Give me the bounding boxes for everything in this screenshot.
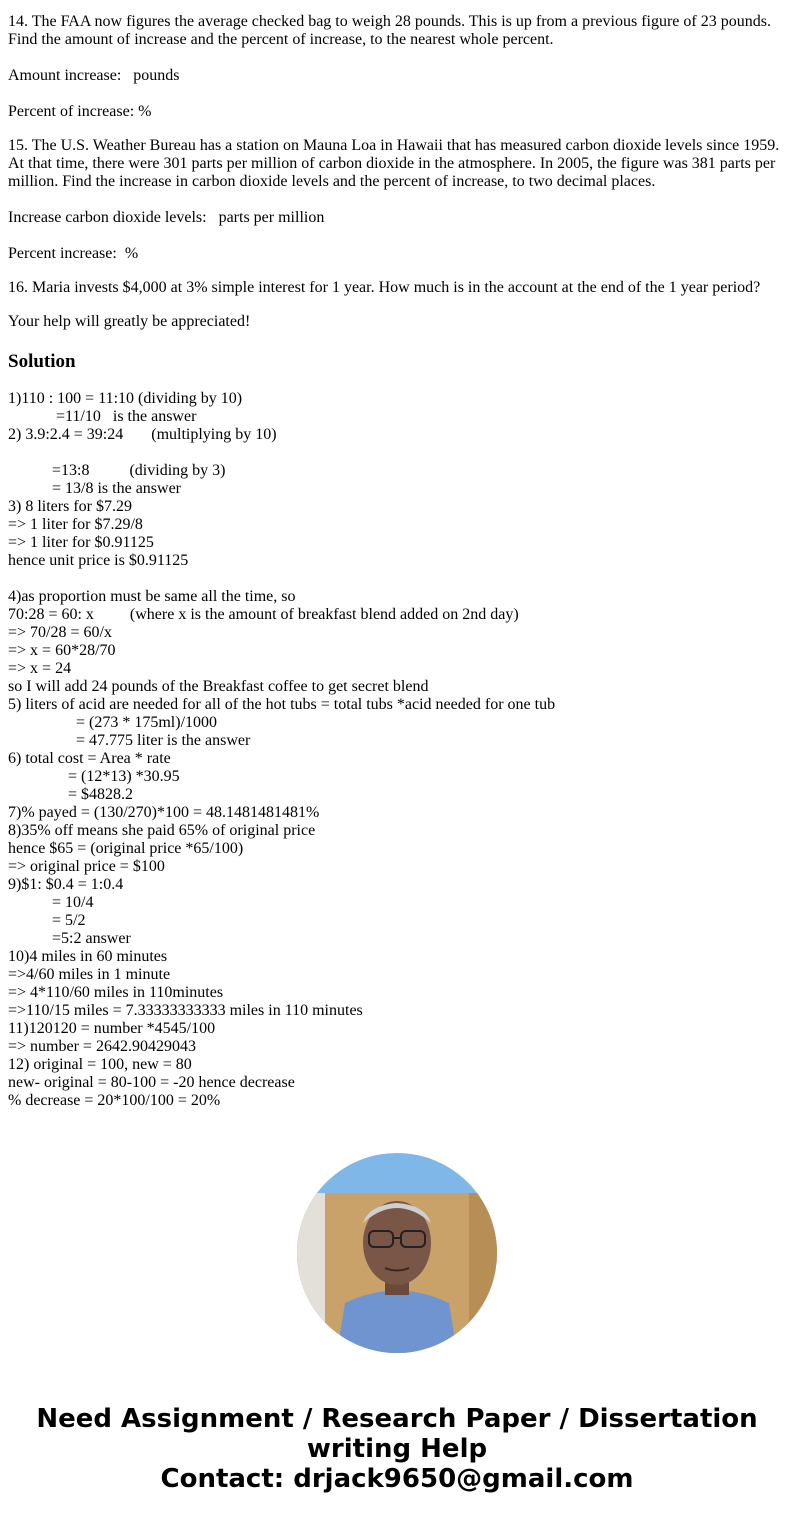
footer-line-2: writing Help <box>306 1434 488 1464</box>
answer-line-amount-increase: Amount increase: pounds <box>8 67 180 84</box>
author-portrait-image <box>297 1153 497 1353</box>
solution-body: 1)110 : 100 = 11:10 (dividing by 10) =11/10 is the answer 2) 3.9:2.4 = 39:24 (multiplying by 10) =13:8 (dividing by 3) = 13/8 is the answer 3) 8 liters for $7.29 => 1 liter for $7.29/8 => 1 liter for $0.91125 hence unit price is $0.91125 4)as proportion must be same all the time, so 70:28 = 60: x (where x is the amount of breakfast blend added on 2nd day) => 70/28 = 60/x => x = 60*28/70 => x = 24 so I will add 24 pounds of the Breakfast coffee to get secret blend 5) liters of acid are needed for all of the hot tubs = total tubs *acid needed for one tub = (273 * 175ml)/1000 = 47.775 liter is the answer 6) total cost = Area * rate = (12*13) *30.95 = $4828.2 7)% payed = (130/270)*100 = 48.1481481481% 8)35% off means she paid 65% of original price hence $65 = (original price *65/100) => original price = $100 9)$1: $0.4 = 1:0.4 = 10/4 = 5/2 =5:2 answer 10)4 miles in 60 minutes =>4/60 miles in 1 minute => 4*110/60 miles in 110minutes =>110/15 miles = 7.33333333333 miles in 110 minutes 11)120120 = number *4545/100 => number = 2642.90429043 12) original = 100, new = 80 new- original = 80-100 = -20 hence decrease % decrease = 20*100/100 = 20% <box>8 390 556 1109</box>
solution-heading: Solution <box>8 351 76 372</box>
closing-note: Your help will greatly be appreciated! <box>8 313 251 330</box>
answer-line-percent-increase: Percent of increase: % <box>8 103 152 120</box>
question-15: 15. The U.S. Weather Bureau has a station on Mauna Loa in Hawaii that has measured carbon dioxide levels since 1959. At that time, there were 301 parts per million of carbon dioxide in the atmosphere. In 2005, the figure was 381 parts per million. Find the increase in carbon dioxide levels and the percent of increase, to two decimal places. <box>8 137 783 190</box>
question-14: 14. The FAA now figures the average checked bag to weigh 28 pounds. This is up from a previous figure of 23 pounds. Find the amount of increase and the percent of increase, to the nearest whole percent. <box>8 13 775 48</box>
question-16: 16. Maria invests $4,000 at 3% simple interest for 1 year. How much is in the account at the end of the 1 year period? <box>8 279 761 296</box>
answer-line-co2-increase: Increase carbon dioxide levels: parts per million <box>8 209 325 226</box>
footer-promo <box>0 1404 794 1494</box>
answer-line-co2-percent: Percent increase: % <box>8 245 139 262</box>
footer-line-1: Need Assignment / Research Paper / Dissertation <box>36 1404 758 1434</box>
footer-contact: Contact: drjack9650@gmail.com <box>160 1464 634 1494</box>
author-photo <box>297 1153 497 1353</box>
